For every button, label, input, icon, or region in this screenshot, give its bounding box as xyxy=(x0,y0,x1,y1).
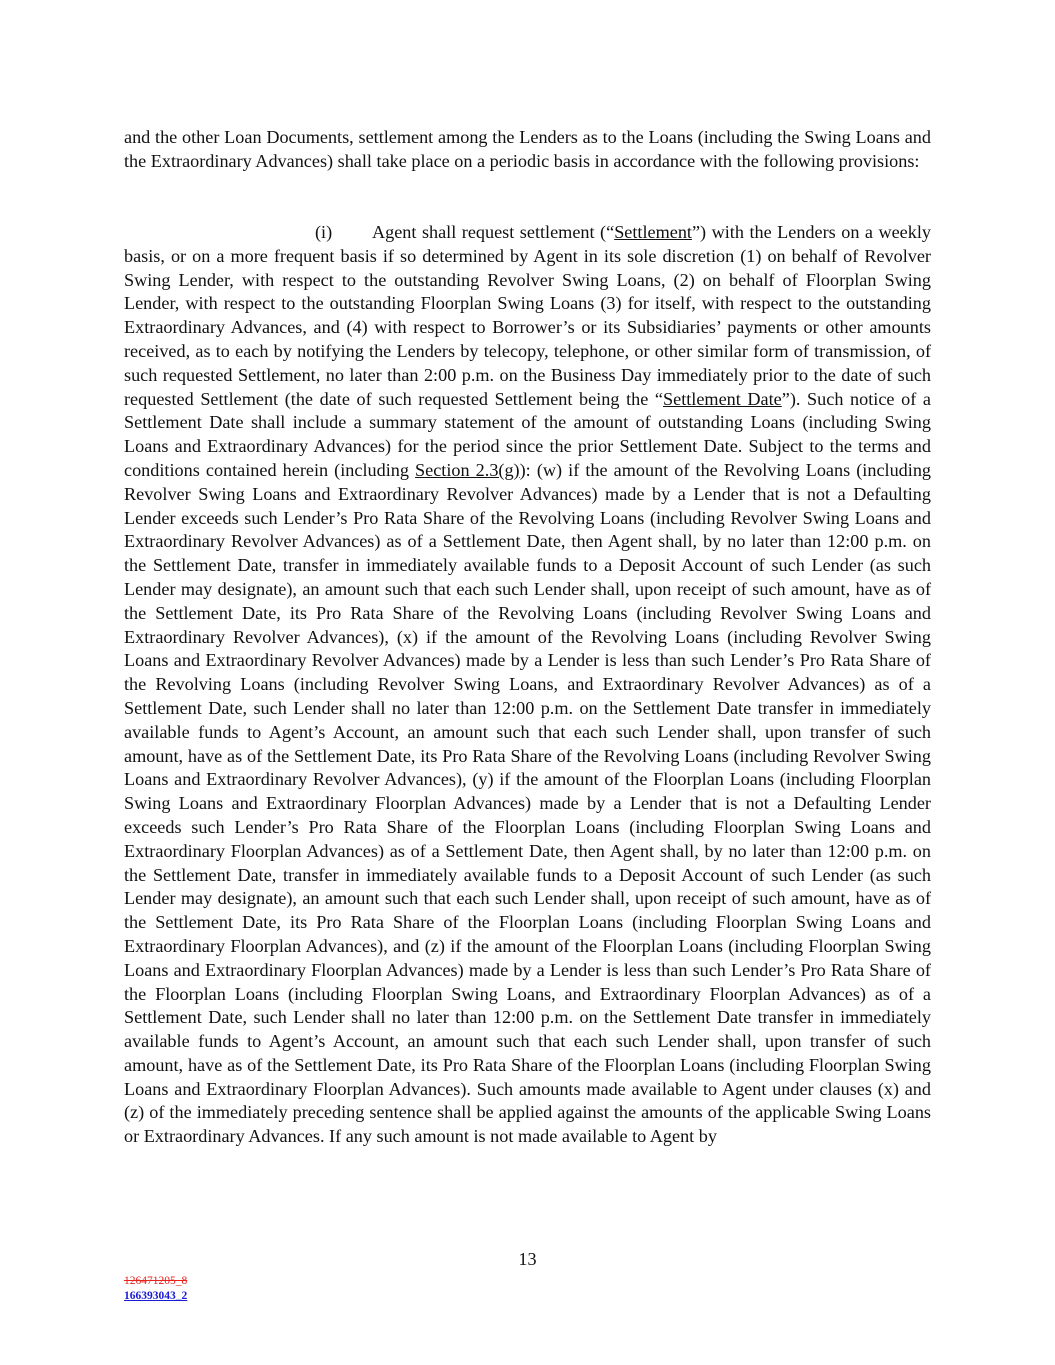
defined-term-settlement: Settlement xyxy=(614,222,692,242)
clause-text-1: ”) with the Lenders on a weekly basis, or on a more frequent basis if so determined by Agent in its sole discretion (1) on behalf of Revolver Swing Lender, with respect to the outstanding Revolver Swing Loans, (2) on behalf of Floorplan Swing Lender, with respect to the outstanding Floorplan Swing Loans (3) for itself, with respect to the outstanding Extraordinary Advances, and (4) with respect to Borrower’s or its Subsidiaries’ payments or other amounts received, as to each by notifying the Lenders by telecopy, telephone, or other similar form of transmission, of such requested Settlement, no later than 2:00 p.m. on the Business Day immediately prior to the date of such requested Settlement (the date of such requested Settlement being the “ xyxy=(124,222,931,409)
clause-number: (i) xyxy=(315,222,333,242)
defined-term-settlement-date: Settlement Date xyxy=(663,388,782,409)
clause-text-remainder: ): (w) if the amount of the Revolving Loans (including Revolver Swing Loans and Extraordinary Revolver Advances) made by a Lender that is not a Defaulting Lender exceeds such Lender’s Pro Rata Share of the Revolving Loans (including Revolver Swing Loans and Extraordinary Revolver Advances) as of a Settlement Date, then Agent shall, by no later than 12:00 p.m. on the Settlement Date, transfer in immediately available funds to a Deposit Account of such Lender (as such Lender may designate), an amount such that each such Lender shall, upon receipt of such amount, have as of the Settlement Date, its Pro Rata Share of the Revolving Loans (including Revolver Swing Loans and Extraordinary Revolver Advances), (x) if the amount of the Revolving Loans (including Revolver Swing Loans and Extraordinary Revolver Advances) made by a Lender is less than such Lender’s Pro Rata Share of the Revolving Loans (including Revolver Swing Loans, and Extraordinary Revolver Advances) as of a Settlement Date, such Lender shall no later than 12:00 p.m. on the Settlement Date transfer in immediately available funds to Agent’s Account, an amount such that each such Lender shall, upon transfer of such amount, have as of the Settlement Date, its Pro Rata Share of the Revolving Loans (including Revolver Swing Loans and Extraordinary Revolver Advances), (y) if the amount of the Floorplan Loans (including Floorplan Swing Loans and Extraordinary Floorplan Advances) made by a Lender that is not a Defaulting Lender exceeds such Lender’s Pro Rata Share of the Floorplan Loans (including Floorplan Swing Loans and Extraordinary Floorplan Advances) as of a Settlement Date, then Agent shall, by no later than 12:00 p.m. on the Settlement Date, transfer in immediately available funds to a Deposit Account of such Lender (as such Lender may designate), an amount such that each such Lender shall, upon receipt of such amount, have as of the Settlement Date, its Pro Rata Share of the Floorplan Loans (including Floorplan Swing Loans and Extraordinary Floorplan Advances), and (z) if the amount of the Floorplan Loans (including Floorplan Swing Loans and Extraordinary Floorplan Advances) made by a Lender is less than such Lender’s Pro Rata Share of the Floorplan Loans (including Floorplan Swing Loans, and Extraordinary Floorplan Advances) as of a Settlement Date, such Lender shall no later than 12:00 p.m. on the Settlement Date transfer in immediately available funds to Agent’s Account, an amount such that each such Lender shall, upon transfer of such amount, have as of the Settlement Date, its Pro Rata Share of the Floorplan Loans (including Floorplan Swing Loans and Extraordinary Floorplan Advances). Such amounts made available to Agent under clauses (x) and (z) of the immediately preceding sentence shall be applied against the amounts of the applicable Swing Loans or Extraordinary Advances. If any such amount is not made available to Agent by xyxy=(124,459,932,1147)
doc-id-inserted: 166393043_2 xyxy=(124,1290,188,1302)
clause-i-paragraph xyxy=(124,221,931,1149)
page-number: 13 xyxy=(518,1249,537,1269)
clause-text-2: ”). Such notice of a Settlement Date shall include a summary statement of the amount of outstanding Loans (including Swing Loans and Extraordinary Advances) for the period since the prior Settlement Date. Subject to the terms and conditions contained herein (including xyxy=(124,388,931,480)
clause-lead-text: Agent shall request settlement (“ xyxy=(372,222,615,242)
paragraph-continuation: and the other Loan Documents, settlement among the Lenders as to the Loans (including the Swing Loans and the Extraordinary Advances) shall take place on a periodic basis in accordance with the following provisions: xyxy=(124,127,931,171)
doc-id-deleted: 126471205_8 xyxy=(124,1275,188,1287)
section-reference: Section 2.3(g) xyxy=(415,459,520,480)
